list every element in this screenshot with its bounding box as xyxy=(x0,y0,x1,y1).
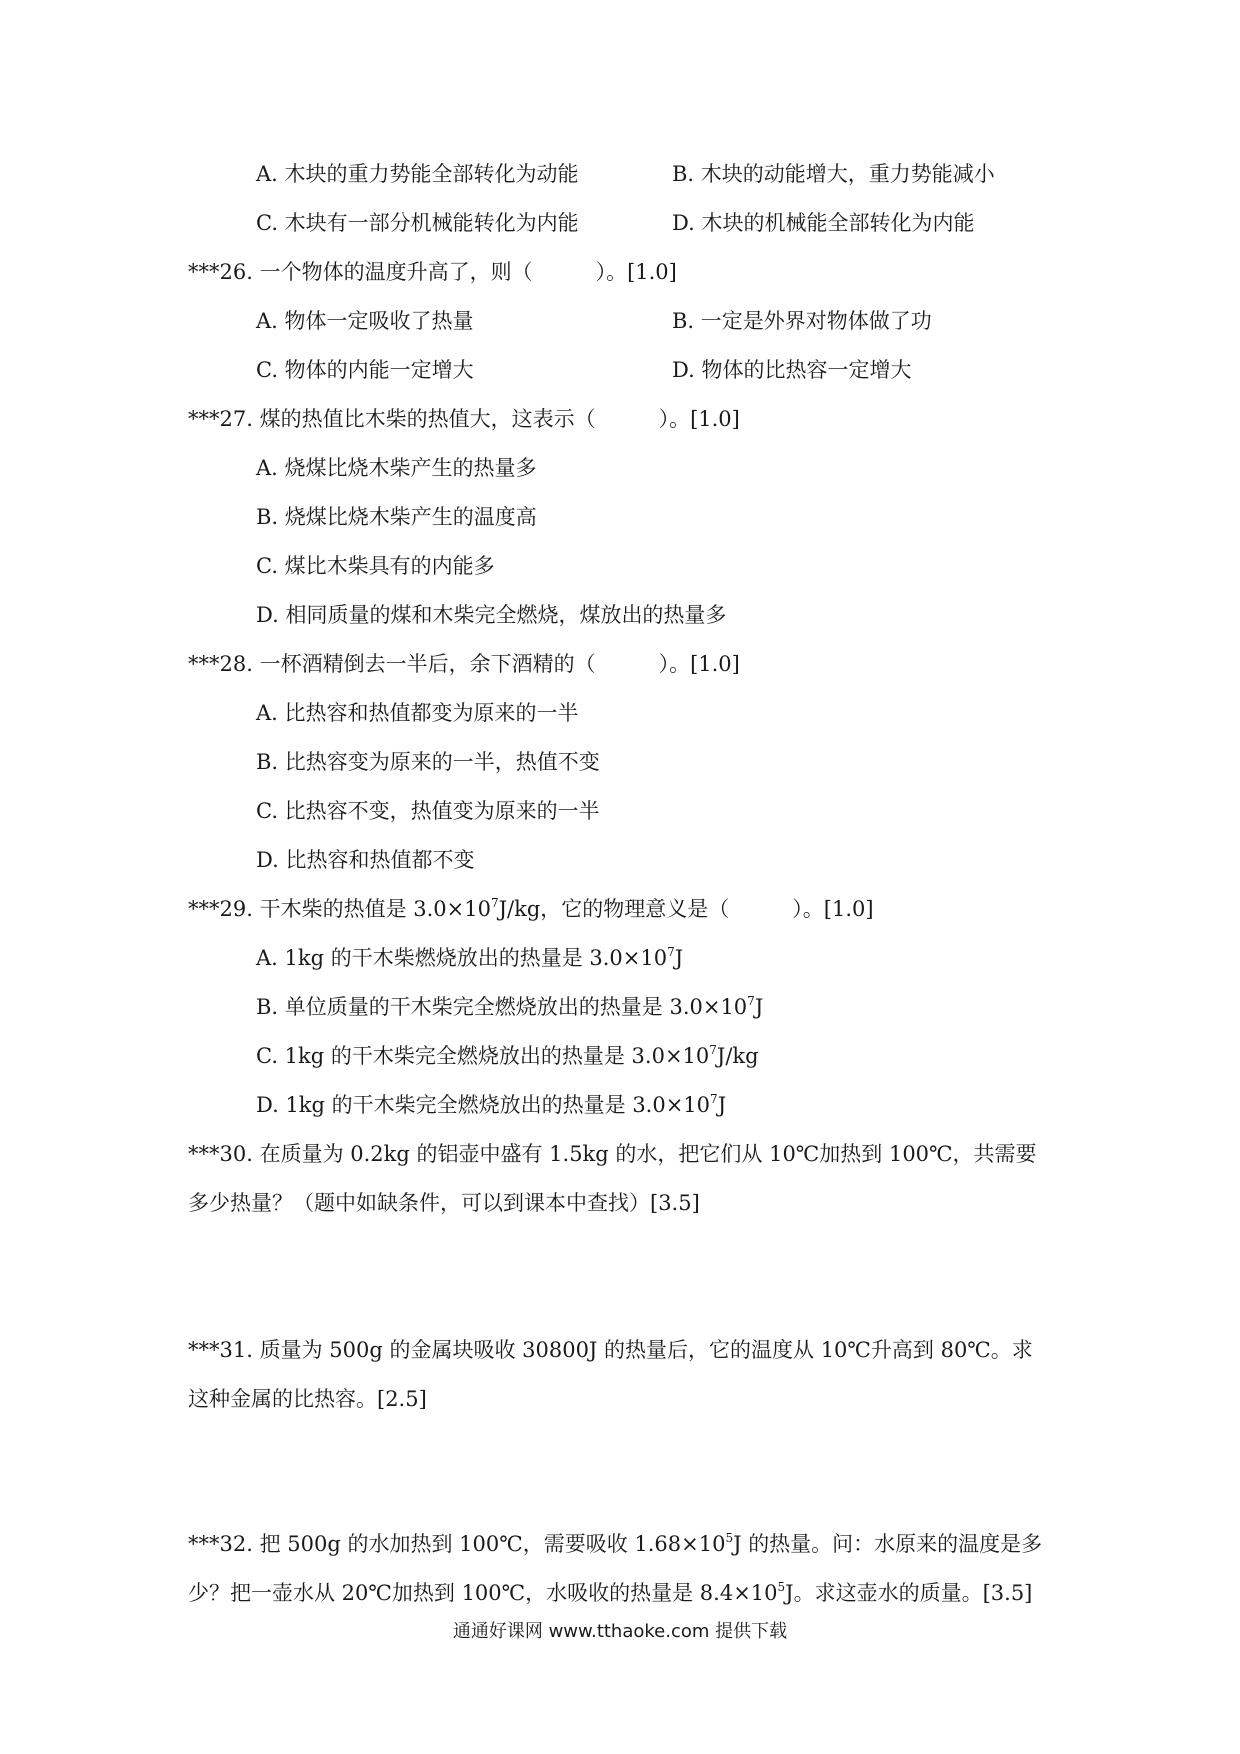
q30-line-1: ***30. 在质量为 0.2kg 的铝壶中盛有 1.5kg 的水，把它们从 10℃加热到 100℃，共需要 xyxy=(188,1142,1037,1166)
q26-stem: ***26. 一个物体的温度升高了，则（ ）。[1.0] xyxy=(188,260,677,284)
q25-option-d: D. 木块的机械能全部转化为内能 xyxy=(672,211,975,235)
q28-stem: ***28. 一杯酒精倒去一半后，余下酒精的（ ）。[1.0] xyxy=(188,652,740,676)
q29-stem: ***29. 干木柴的热值是 $3.0\times 10^7J/kg$，它的物理意义是（ ）。[1.0] xyxy=(188,896,874,921)
q29-option-d: D. 1kg 的干木柴完全燃烧放出的热量是 $3.0\times 10^7J$ xyxy=(256,1092,727,1117)
q28-option-b: B. 比热容变为原来的一半，热值不变 xyxy=(256,750,600,774)
q25-option-a: A. 木块的重力势能全部转化为动能 xyxy=(256,162,579,186)
q25-option-c: C. 木块有一部分机械能转化为内能 xyxy=(256,211,579,235)
q28-option-a: A. 比热容和热值都变为原来的一半 xyxy=(256,701,579,725)
q28-option-d: D. 比热容和热值都不变 xyxy=(256,848,475,872)
q26-option-a: A. 物体一定吸收了热量 xyxy=(256,309,474,333)
q28-option-c: C. 比热容不变，热值变为原来的一半 xyxy=(256,799,600,823)
q27-option-c: C. 煤比木柴具有的内能多 xyxy=(256,554,495,578)
q29-option-a: A. 1kg 的干木柴燃烧放出的热量是 $3.0\times 10^7J$ xyxy=(256,945,684,970)
q27-stem: ***27. 煤的热值比木柴的热值大，这表示（ ）。[1.0] xyxy=(188,407,740,431)
footer-source: 通通好课网 www.tthaoke.com 提供下载 xyxy=(452,1621,788,1642)
q27-option-d: D. 相同质量的煤和木柴完全燃烧，煤放出的热量多 xyxy=(256,603,727,627)
q29-option-c: C. 1kg 的干木柴完全燃烧放出的热量是 $3.0\times 10^7J/kg$ xyxy=(256,1043,759,1068)
q30-line-2: 多少热量？（题中如缺条件，可以到课本中查找）[3.5] xyxy=(188,1191,700,1215)
q26-option-d: D. 物体的比热容一定增大 xyxy=(672,358,912,382)
q27-option-b: B. 烧煤比烧木柴产生的温度高 xyxy=(256,505,537,529)
q27-option-a: A. 烧煤比烧木柴产生的热量多 xyxy=(256,456,537,480)
q26-option-c: C. 物体的内能一定增大 xyxy=(256,358,474,382)
q31-line-1: ***31. 质量为 500g 的金属块吸收 30800J 的热量后，它的温度从 10℃升高到 80℃。求 xyxy=(188,1338,1033,1362)
q25-option-b: B. 木块的动能增大，重力势能减小 xyxy=(672,162,995,186)
q26-option-b: B. 一定是外界对物体做了功 xyxy=(672,309,932,333)
q31-line-2: 这种金属的比热容。[2.5] xyxy=(188,1387,427,1411)
q29-option-b: B. 单位质量的干木柴完全燃烧放出的热量是 $3.0\times 10^7J$ xyxy=(256,994,764,1019)
q32-line-1: ***32. 把 500g 的水加热到 100℃，需要吸收 $1.68\times 10^5J$ 的热量。问：水原来的温度是多 xyxy=(188,1531,1043,1556)
q32-line-2: 少？把一壶水从 20℃加热到 100℃，水吸收的热量是 $8.4\times 10^5J$。求这壶水的质量。[3.5] xyxy=(188,1580,1033,1605)
